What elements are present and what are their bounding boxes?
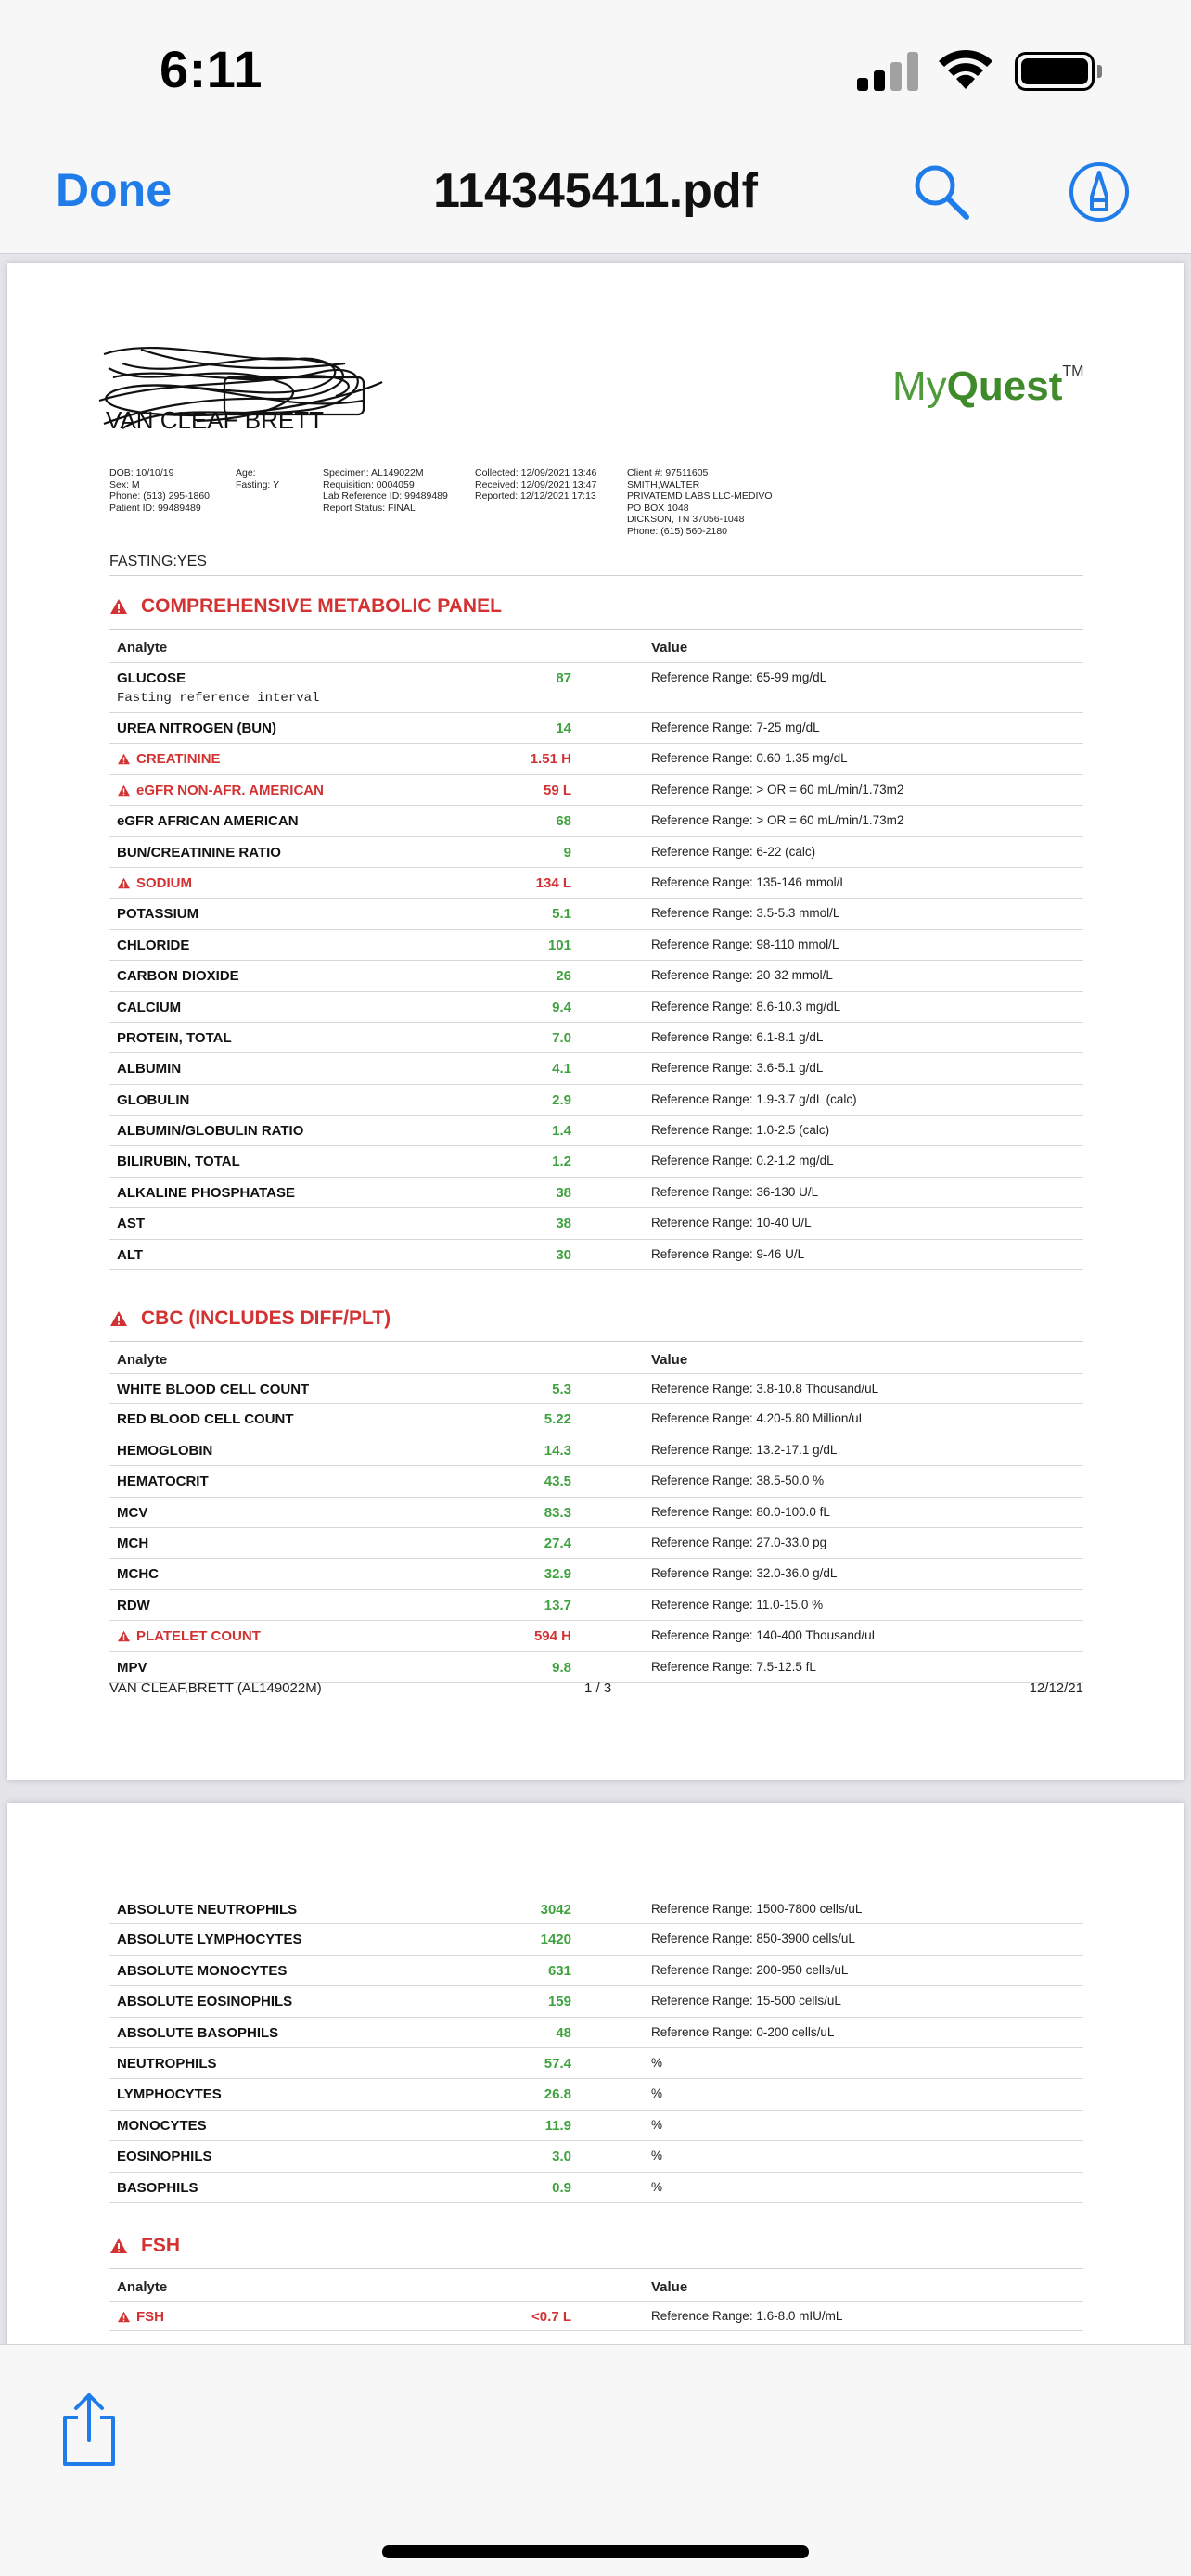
section-title-cbc: CBC (INCLUDES DIFF/PLT) — [109, 1307, 391, 1330]
analyte-name — [117, 2180, 198, 2196]
result-value: 38 — [556, 1184, 571, 1201]
analyte-label: NEUTROPHILS — [117, 2055, 217, 2072]
reference-range: Reference Range: 7-25 mg/dL — [651, 721, 820, 734]
share-icon[interactable] — [56, 2390, 122, 2468]
status-bar — [0, 0, 1191, 139]
result-value: 38 — [556, 1216, 571, 1232]
table-row — [109, 961, 1083, 991]
table-row — [109, 2018, 1083, 2048]
reference-range: Reference Range: > OR = 60 mL/min/1.73m2 — [651, 813, 904, 828]
analyte-label: eGFR AFRICAN AMERICAN — [117, 813, 299, 830]
analyte-name — [117, 2025, 278, 2041]
result-value: 26 — [556, 968, 571, 985]
reference-range: Reference Range: 65-99 mg/dL — [651, 670, 827, 684]
analyte-label: HEMATOCRIT — [117, 1473, 209, 1490]
redacted-scribble — [85, 336, 391, 438]
warning-triangle-icon — [109, 598, 128, 615]
client-info: Client #: 97511605 SMITH,WALTER PRIVATEMD LABS LLC-MEDIVO PO BOX 1048 DICKSON, TN 37056-1048 Phone: (615) 560-2180 — [627, 467, 773, 537]
analyte-name — [117, 670, 186, 686]
pdf-page-1 — [7, 263, 1184, 1780]
result-value: 3042 — [540, 1902, 571, 1918]
analyte-name — [117, 1185, 295, 1201]
reference-range: Reference Range: 135-146 mmol/L — [651, 874, 847, 889]
warning-triangle-icon — [117, 1630, 131, 1642]
analyte-name — [117, 968, 239, 984]
table-row — [109, 899, 1083, 929]
analyte-name — [117, 2118, 207, 2134]
reference-range: Reference Range: 36-130 U/L — [651, 1184, 819, 1199]
analyte-name — [117, 1216, 145, 1231]
reference-range: Reference Range: 13.2-17.1 g/dL — [651, 1442, 838, 1457]
result-value: 27.4 — [544, 1535, 571, 1551]
reference-range: Reference Range: 1.0-2.5 (calc) — [651, 1123, 830, 1138]
reference-range: Reference Range: 0.2-1.2 mg/dL — [651, 1154, 834, 1168]
reference-range: Reference Range: 7.5-12.5 fL — [651, 1659, 816, 1674]
table-row — [109, 1404, 1083, 1435]
result-value: 2.9 — [552, 1091, 571, 1108]
navigation-bar — [0, 139, 1191, 254]
analyte-name — [117, 1154, 240, 1169]
table-row — [109, 2173, 1083, 2203]
analyte-label: PROTEIN, TOTAL — [117, 1029, 232, 1046]
reference-range: Reference Range: 6-22 (calc) — [651, 844, 816, 859]
analyte-name — [117, 1660, 147, 1676]
reference-range: Reference Range: 32.0-36.0 g/dL — [651, 1566, 838, 1581]
bottom-toolbar — [0, 2344, 1191, 2576]
table-row — [109, 806, 1083, 836]
analyte-label: AST — [117, 1216, 145, 1232]
analyte-name — [117, 937, 189, 953]
analyte-label: RDW — [117, 1597, 150, 1613]
result-value: 68 — [556, 813, 571, 830]
analyte-name — [117, 1473, 209, 1489]
result-value: 13.7 — [544, 1597, 571, 1613]
reference-range: Reference Range: 3.8-10.8 Thousand/uL — [651, 1382, 879, 1396]
analyte-label: POTASSIUM — [117, 906, 199, 923]
result-value: 32.9 — [544, 1566, 571, 1583]
markup-pen-icon[interactable] — [1067, 159, 1132, 224]
analyte-name — [117, 1411, 294, 1427]
reference-range: Reference Range: 200-950 cells/uL — [651, 1962, 849, 1977]
analyte-name — [117, 2056, 217, 2072]
table-row — [109, 1528, 1083, 1559]
analyte-name — [117, 1092, 189, 1108]
reference-range: % — [651, 2179, 663, 2194]
section-title-fsh: FSH — [109, 2235, 180, 2257]
analyte-label: CALCIUM — [117, 999, 182, 1015]
analyte-label: BILIRUBIN, TOTAL — [117, 1154, 240, 1170]
dates-info: Collected: 12/09/2021 13:46 Received: 12/09/2021 13:47 Reported: 12/12/2021 17:13 — [475, 467, 597, 502]
reference-range: Reference Range: 27.0-33.0 pg — [651, 1535, 827, 1549]
analyte-label: MCV — [117, 1504, 148, 1521]
table-row — [109, 713, 1083, 744]
table-row — [109, 744, 1083, 774]
table-row — [109, 837, 1083, 868]
analyte-name — [117, 813, 299, 829]
analyte-name — [117, 906, 198, 922]
table-row — [109, 1621, 1083, 1651]
analyte-name — [117, 1123, 303, 1139]
analyte-name — [117, 721, 276, 736]
result-value: 631 — [547, 1962, 571, 1979]
table-row — [109, 1466, 1083, 1497]
analyte-name — [117, 1061, 181, 1077]
results-table-fsh — [109, 2301, 1083, 2331]
table-row — [109, 1498, 1083, 1528]
result-value: 594 H — [533, 1628, 571, 1645]
result-value: 26.8 — [544, 2086, 571, 2103]
warning-triangle-icon — [117, 753, 131, 765]
result-value: 87 — [556, 670, 571, 686]
column-header: Analyte Value — [117, 640, 688, 656]
home-indicator[interactable] — [382, 2545, 809, 2558]
result-value: 14.3 — [544, 1442, 571, 1459]
table-row — [109, 1023, 1083, 1053]
analyte-name — [117, 1000, 181, 1015]
search-icon[interactable] — [909, 159, 974, 224]
analyte-label: MONOCYTES — [117, 2117, 207, 2134]
analyte-label: ABSOLUTE EOSINOPHILS — [117, 1994, 293, 2010]
divider — [109, 1341, 1083, 1342]
reference-range: % — [651, 2117, 663, 2132]
result-value: 1.51 H — [530, 751, 571, 768]
table-row — [109, 2141, 1083, 2172]
analyte-name — [117, 1536, 148, 1551]
analyte-name — [117, 1443, 212, 1459]
age-fasting-info: Age: Fasting: Y — [236, 467, 280, 491]
table-row — [109, 1652, 1083, 1683]
reference-range: Reference Range: 140-400 Thousand/uL — [651, 1628, 879, 1643]
result-value: 14 — [556, 721, 571, 736]
analyte-label: CREATININE — [136, 751, 221, 768]
reference-range: Reference Range: 0-200 cells/uL — [651, 2024, 835, 2039]
result-value: 9 — [563, 844, 571, 861]
result-value: 1.4 — [552, 1123, 571, 1140]
table-row — [109, 1053, 1083, 1084]
reference-range: % — [651, 2055, 663, 2070]
reference-range: % — [651, 2086, 663, 2101]
analyte-name — [117, 875, 192, 891]
reference-range: Reference Range: 15-500 cells/uL — [651, 1994, 841, 2009]
analyte-label: MCH — [117, 1535, 149, 1551]
result-value: 5.1 — [552, 906, 571, 923]
page-footer: VAN CLEAF,BRETT (AL149022M) 1 / 3 12/12/21 — [109, 1680, 1083, 1696]
analyte-name — [117, 1994, 292, 2009]
result-value: 134 L — [535, 874, 571, 891]
result-value: 9.8 — [552, 1659, 571, 1676]
reference-range: Reference Range: 10-40 U/L — [651, 1216, 812, 1231]
analyte-label: eGFR NON-AFR. AMERICAN — [136, 782, 324, 798]
table-row — [109, 662, 1083, 713]
table-row — [109, 1240, 1083, 1270]
warning-triangle-icon — [109, 1310, 128, 1327]
analyte-name — [117, 751, 221, 767]
results-table-cbc — [109, 1373, 1083, 1683]
result-value: 48 — [556, 2024, 571, 2041]
analyte-label: ABSOLUTE NEUTROPHILS — [117, 1902, 298, 1918]
table-row — [109, 1924, 1083, 1955]
analyte-label: SODIUM — [136, 874, 192, 891]
analyte-label: FSH — [136, 2309, 164, 2325]
pdf-viewer[interactable] — [0, 254, 1191, 2344]
result-value: 101 — [547, 937, 571, 953]
myquest-logo: MyQuest™ — [892, 363, 1084, 409]
analyte-label: HEMOGLOBIN — [117, 1442, 213, 1459]
analyte-label: WHITE BLOOD CELL COUNT — [117, 1382, 310, 1397]
status-time: 6:11 — [160, 40, 263, 98]
analyte-name — [117, 2149, 212, 2164]
fasting-status: FASTING:YES — [109, 554, 207, 569]
table-row — [109, 1894, 1083, 1924]
analyte-label: BUN/CREATININE RATIO — [117, 844, 281, 861]
reference-range: Reference Range: 38.5-50.0 % — [651, 1473, 825, 1488]
pdf-page-2 — [7, 1803, 1184, 2344]
result-value: 1.2 — [552, 1154, 571, 1170]
result-value: 30 — [556, 1246, 571, 1263]
analyte-name — [117, 1902, 297, 1918]
result-value: 5.3 — [552, 1382, 571, 1397]
result-value: 159 — [547, 1994, 571, 2010]
analyte-label: GLUCOSE — [117, 670, 186, 686]
warning-triangle-icon — [109, 2238, 128, 2254]
analyte-name — [117, 1628, 261, 1644]
result-value: 83.3 — [544, 1504, 571, 1521]
patient-info: DOB: 10/10/19 Sex: M Phone: (513) 295-1860 Patient ID: 99489489 — [109, 467, 210, 514]
result-value: 1420 — [540, 1932, 571, 1948]
reference-range: Reference Range: 8.6-10.3 mg/dL — [651, 999, 841, 1014]
reference-range: Reference Range: 3.5-5.3 mmol/L — [651, 906, 840, 921]
column-header: Analyte Value — [117, 1352, 688, 1368]
reference-range: Reference Range: 11.0-15.0 % — [651, 1597, 824, 1612]
analyte-label: EOSINOPHILS — [117, 2149, 212, 2165]
analyte-label: PLATELET COUNT — [136, 1628, 261, 1645]
table-row — [109, 1590, 1083, 1621]
table-row — [109, 1373, 1083, 1404]
warning-triangle-icon — [117, 2311, 131, 2323]
analyte-label: CHLORIDE — [117, 937, 190, 953]
result-value: 57.4 — [544, 2055, 571, 2072]
table-row — [109, 992, 1083, 1023]
battery-icon — [1015, 52, 1102, 91]
reference-range: Reference Range: > OR = 60 mL/min/1.73m2 — [651, 782, 904, 797]
table-row — [109, 1559, 1083, 1589]
table-row — [109, 1085, 1083, 1116]
reference-range: Reference Range: 80.0-100.0 fL — [651, 1504, 830, 1519]
analyte-label: ABSOLUTE MONOCYTES — [117, 1962, 288, 1979]
analyte-label: GLOBULIN — [117, 1091, 190, 1108]
analyte-name — [117, 1247, 143, 1263]
warning-triangle-icon — [117, 784, 131, 797]
table-row — [109, 1208, 1083, 1239]
analyte-label: ALBUMIN — [117, 1061, 182, 1078]
reference-range: Reference Range: 3.6-5.1 g/dL — [651, 1061, 824, 1076]
analyte-label: RED BLOOD CELL COUNT — [117, 1411, 294, 1428]
analyte-name — [117, 1963, 287, 1979]
analyte-label: BASOPHILS — [117, 2179, 198, 2196]
results-table-cmp — [109, 662, 1083, 1270]
analyte-name — [117, 845, 281, 861]
table-row — [109, 1956, 1083, 1986]
analyte-name — [117, 783, 324, 798]
reference-range: % — [651, 2149, 663, 2163]
result-value: 43.5 — [544, 1473, 571, 1490]
table-row — [109, 2048, 1083, 2079]
result-value: 59 L — [543, 782, 571, 798]
svg-text:VAN CLEAF BRETT: VAN CLEAF BRETT — [106, 406, 325, 434]
analyte-label: LYMPHOCYTES — [117, 2086, 222, 2103]
reference-range: Reference Range: 1.9-3.7 g/dL (calc) — [651, 1091, 857, 1106]
result-value: <0.7 L — [531, 2309, 571, 2325]
result-value: 7.0 — [552, 1029, 571, 1046]
done-button[interactable]: Done — [56, 164, 172, 216]
analyte-name — [117, 2309, 164, 2325]
reference-range: Reference Range: 98-110 mmol/L — [651, 937, 839, 951]
analyte-name — [117, 1566, 159, 1582]
analyte-label: ABSOLUTE BASOPHILS — [117, 2024, 279, 2041]
reference-range: Reference Range: 4.20-5.80 Million/uL — [651, 1411, 866, 1426]
analyte-name — [117, 1932, 301, 1947]
reference-range: Reference Range: 9-46 U/L — [651, 1246, 805, 1261]
result-value: 3.0 — [552, 2149, 571, 2165]
analyte-name — [117, 1382, 309, 1397]
result-value: 11.9 — [544, 2117, 571, 2134]
column-header: Analyte Value — [117, 2279, 688, 2295]
analyte-name — [117, 1505, 147, 1521]
result-value: 4.1 — [552, 1061, 571, 1078]
analyte-label: ALBUMIN/GLOBULIN RATIO — [117, 1123, 304, 1140]
reference-range: Reference Range: 1.6-8.0 mIU/mL — [651, 2309, 843, 2323]
divider — [109, 629, 1083, 630]
reference-range: Reference Range: 850-3900 cells/uL — [651, 1932, 855, 1946]
analyte-label: ALKALINE PHOSPHATASE — [117, 1184, 295, 1201]
cellular-signal-icon — [857, 52, 918, 91]
table-row — [109, 930, 1083, 961]
reference-range: Reference Range: 1500-7800 cells/uL — [651, 1902, 863, 1916]
table-row — [109, 2301, 1083, 2331]
reference-range: Reference Range: 20-32 mmol/L — [651, 968, 833, 983]
analyte-name — [117, 1598, 150, 1613]
analyte-label: UREA NITROGEN (BUN) — [117, 721, 276, 736]
table-row — [109, 868, 1083, 899]
result-value: 9.4 — [552, 999, 571, 1015]
divider — [109, 2268, 1083, 2269]
table-row — [109, 1178, 1083, 1208]
table-row — [109, 1986, 1083, 2017]
table-row — [109, 2079, 1083, 2110]
result-value: 5.22 — [544, 1411, 571, 1428]
analyte-label: MPV — [117, 1659, 147, 1676]
analyte-label: ALT — [117, 1246, 144, 1263]
divider — [109, 575, 1083, 576]
document-title: 114345411.pdf — [433, 164, 758, 218]
warning-triangle-icon — [117, 877, 131, 889]
table-row — [109, 775, 1083, 806]
table-row — [109, 1116, 1083, 1146]
result-value: 0.9 — [552, 2179, 571, 2196]
analyte-label: ABSOLUTE LYMPHOCYTES — [117, 1932, 302, 1948]
analyte-label: CARBON DIOXIDE — [117, 968, 239, 985]
table-row — [109, 1435, 1083, 1466]
analyte-note: Fasting reference interval — [117, 691, 320, 706]
reference-range: Reference Range: 0.60-1.35 mg/dL — [651, 751, 848, 766]
table-row — [109, 1146, 1083, 1177]
table-row — [109, 2111, 1083, 2141]
results-table-cbc-continued — [109, 1894, 1083, 2203]
analyte-name — [117, 2086, 222, 2102]
section-title-cmp: COMPREHENSIVE METABOLIC PANEL — [109, 595, 502, 618]
wifi-icon — [937, 46, 994, 91]
specimen-info: Specimen: AL149022M Requisition: 0004059 Lab Reference ID: 99489489 Report Status: FINAL — [323, 467, 448, 514]
analyte-label: MCHC — [117, 1566, 159, 1583]
analyte-name — [117, 1030, 232, 1046]
reference-range: Reference Range: 6.1-8.1 g/dL — [651, 1029, 824, 1044]
